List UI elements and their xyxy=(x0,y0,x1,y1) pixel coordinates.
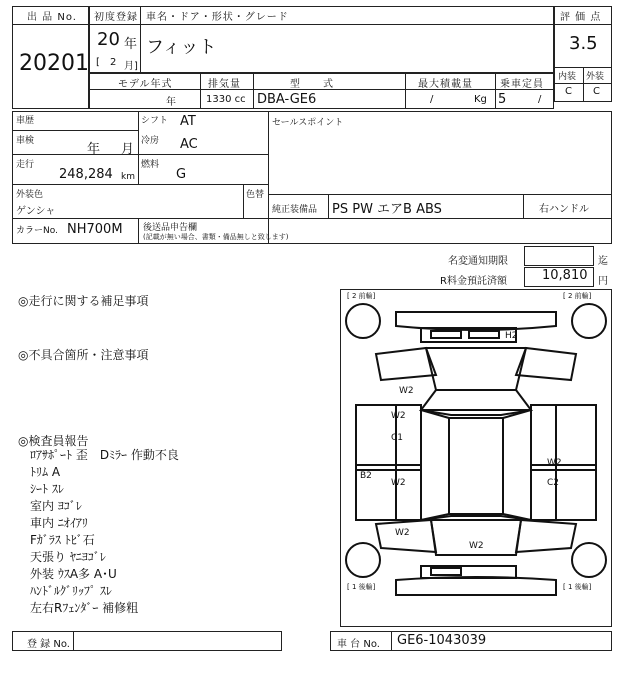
displacement-label: 排気量 xyxy=(208,79,241,90)
chassis-no-label: 車 台 No. xyxy=(337,639,380,650)
damage-mark-w2: W2 xyxy=(547,458,562,468)
car-outline-svg xyxy=(341,290,611,626)
interior-grade: C xyxy=(565,86,572,97)
deadline-unit: 迄 xyxy=(598,256,608,267)
registration-month-unit: 月] xyxy=(124,61,138,72)
registration-year-unit: 年 xyxy=(124,37,138,52)
score-value: 3.5 xyxy=(569,33,598,54)
score-box xyxy=(554,6,612,102)
max-load-unit: Kg xyxy=(474,94,487,105)
model-year-unit: 年 xyxy=(166,97,176,108)
front-right-label: [ 2 前輪] xyxy=(563,292,592,300)
damage-mark-w2: W2 xyxy=(391,478,406,488)
report-line: 左右Rﾌｪﾝﾀﾞｰ 補修粗 xyxy=(30,601,139,615)
fuel-value: G xyxy=(176,167,187,182)
aftermarket-label: 後送品申告欄 xyxy=(143,223,198,233)
max-load-label: 最大積載量 xyxy=(418,79,473,90)
inspection-label: 車検 xyxy=(16,136,35,146)
shift-label: シフト xyxy=(141,116,169,126)
rear-right-wheel xyxy=(572,543,606,577)
front-left-wheel xyxy=(346,304,380,338)
chassis-no-value: GE6-1043039 xyxy=(397,633,487,648)
report-line: ﾛｱｻﾎﾟｰﾄ 歪 Dﾐﾗｰ 作動不良 xyxy=(30,448,179,462)
lot-number: 20201 xyxy=(19,51,89,76)
damage-mark-w2: W2 xyxy=(395,528,410,538)
lot-label: 出 品 No. xyxy=(27,12,77,23)
damage-mark-w2: W2 xyxy=(399,386,414,396)
fuel-label: 燃料 xyxy=(141,160,160,170)
rear-bumper xyxy=(396,577,556,595)
color-change-label: 色替 xyxy=(246,190,265,200)
registration-month-open: [ xyxy=(96,57,100,68)
spec-row xyxy=(89,73,554,109)
damage-mark-c2: C2 xyxy=(547,478,560,488)
genuine-equipment-label: 純正装備品 xyxy=(272,205,318,215)
model-code: DBA-GE6 xyxy=(257,92,317,107)
driving-notes-heading: ◎走行に関する補足事項 xyxy=(18,294,149,308)
chassis-no-box xyxy=(330,631,612,651)
damage-mark-h2: H2 xyxy=(505,331,518,341)
displacement-value: 1330 cc xyxy=(206,94,246,105)
recycle-label: R料金預託済額 xyxy=(440,276,507,287)
ac-label: 冷房 xyxy=(141,136,160,146)
rear-left-wheel xyxy=(346,543,380,577)
report-line: ｼｰﾄ ｽﾚ xyxy=(30,482,64,496)
exterior-label: 外装 xyxy=(586,72,605,82)
registration-year: 20 xyxy=(97,29,120,50)
front-right-wheel xyxy=(572,304,606,338)
damage-mark-b2: B2 xyxy=(360,471,372,481)
deadline-label: 名変通知期限 xyxy=(448,256,508,267)
report-line: 車内 ﾆｵｲｱﾘ xyxy=(30,516,88,530)
inspection-month-unit: 月 xyxy=(121,142,135,157)
report-line: 外装 ｳｽA多 A･U xyxy=(30,567,117,581)
damage-mark-c1: C1 xyxy=(391,433,404,443)
car-name: フィット xyxy=(146,37,217,58)
mileage-label: 走行 xyxy=(16,160,35,170)
details-grid xyxy=(12,111,612,244)
report-line: 天張り ﾔﾆﾖｺﾞﾚ xyxy=(30,550,106,564)
damage-mark-w2: W2 xyxy=(469,541,484,551)
mileage-unit: km xyxy=(121,172,135,182)
ac-value: AC xyxy=(180,137,198,152)
report-line: ﾊﾝﾄﾞﾙｸﾞﾘｯﾌﾟ ｽﾚ xyxy=(30,584,112,598)
registration-month: 2 xyxy=(110,57,117,68)
car-damage-diagram xyxy=(340,289,612,627)
report-line: ﾄﾘﾑ A xyxy=(30,465,61,479)
aftermarket-note: (記載が無い場合、書類・備品無しと致します) xyxy=(143,233,289,241)
recycle-unit: 円 xyxy=(598,276,608,287)
color-no-label: カラーNo. xyxy=(16,226,58,236)
capacity-value: 5 xyxy=(498,92,507,107)
exterior-color-value: ゲンシャ xyxy=(16,206,56,217)
defects-heading: ◎不具合箇所・注意事項 xyxy=(18,348,149,362)
lot-number-box xyxy=(12,6,89,109)
inspector-report-list xyxy=(30,446,179,616)
max-load-slash: / xyxy=(430,94,434,105)
exterior-color-label: 外装色 xyxy=(16,190,44,200)
recycle-amount: 10,810 xyxy=(542,268,588,283)
front-left-label: [ 2 前輪] xyxy=(347,292,376,300)
left-front-door xyxy=(356,405,421,470)
sales-point-label: セールスポイント xyxy=(272,118,344,128)
report-line: Fｶﾞﾗｽ ﾄﾋﾞ石 xyxy=(30,533,95,547)
model-year-label: モデル年式 xyxy=(118,79,173,90)
mileage-value: 248,284 xyxy=(59,167,113,182)
deadline-field xyxy=(524,246,594,266)
rear-left-label: [ 1 後輪] xyxy=(347,583,376,591)
color-no-value: NH700M xyxy=(67,222,123,237)
score-label: 評 価 点 xyxy=(560,12,602,23)
vehicle-title-box xyxy=(89,6,554,73)
rear-right-label: [ 1 後輪] xyxy=(563,583,592,591)
right-rear-door xyxy=(531,465,596,520)
capacity-slash: / xyxy=(538,94,542,105)
history-label: 車歴 xyxy=(16,116,35,126)
equipment-value: PS PW エアB ABS xyxy=(332,202,442,217)
model-label: 型 式 xyxy=(290,79,334,90)
registration-no-box xyxy=(12,631,282,651)
capacity-label: 乗車定員 xyxy=(500,79,544,90)
interior-label: 内装 xyxy=(558,72,577,82)
registration-no-label: 登 録 No. xyxy=(27,639,70,650)
shift-value: AT xyxy=(180,114,196,129)
inspector-heading: ◎検査員報告 xyxy=(18,434,89,448)
right-front-door xyxy=(531,405,596,470)
steering-value: 右ハンドル xyxy=(539,204,589,215)
damage-mark-w2: W2 xyxy=(391,411,406,421)
inspection-year-unit: 年 xyxy=(87,142,101,157)
report-line: 室内 ﾖｺﾞﾚ xyxy=(30,499,82,513)
vehicle-label: 車名・ドア・形状・グレード xyxy=(146,12,289,23)
first-registration-label: 初度登録 xyxy=(94,12,138,23)
exterior-grade: C xyxy=(593,86,600,97)
